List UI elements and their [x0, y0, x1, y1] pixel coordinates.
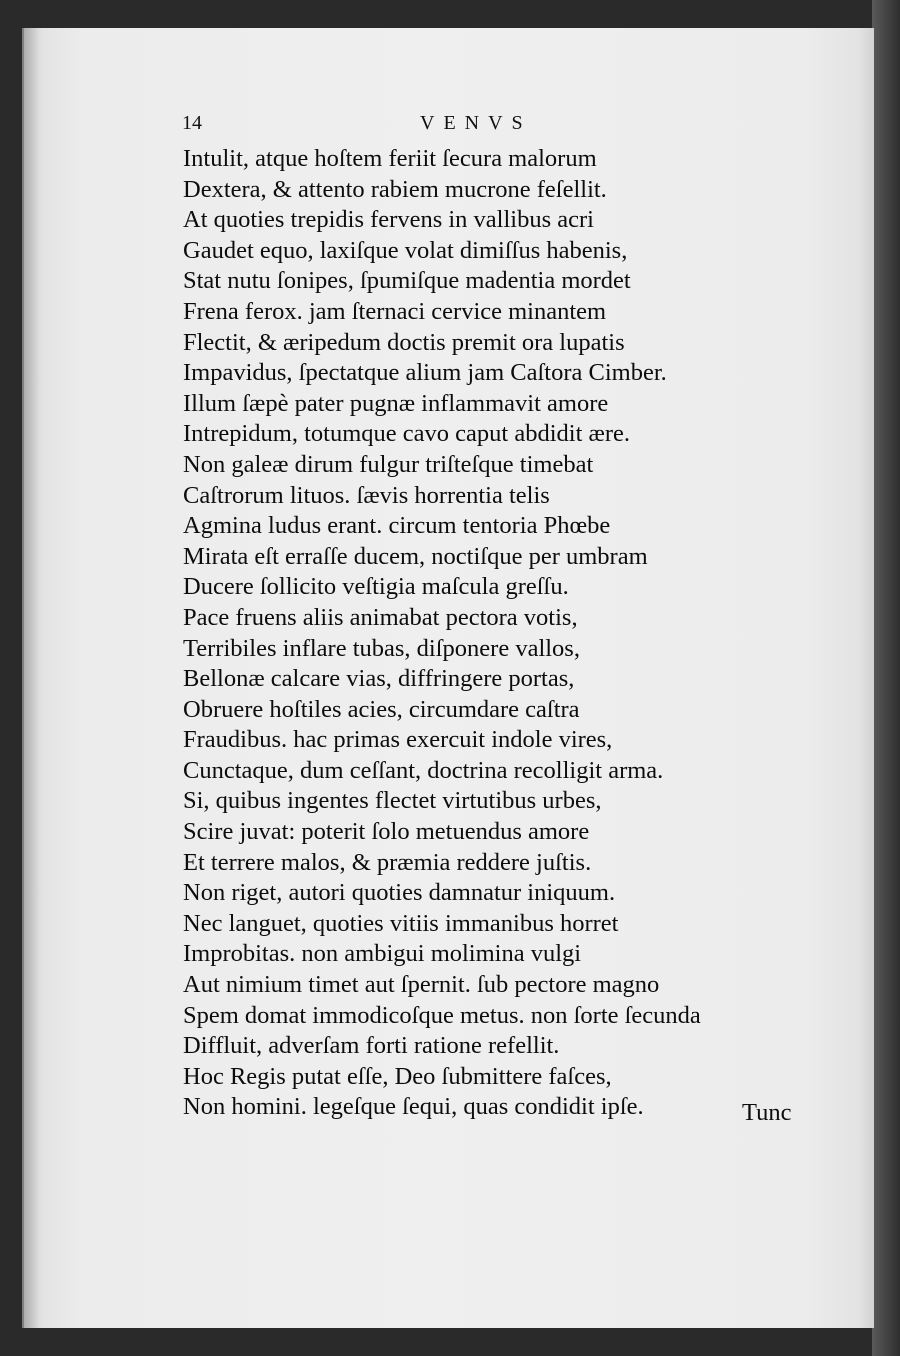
verse-line: Bellonæ calcare vias, diffringere portas, [183, 665, 575, 693]
verse-line: Si, quibus ingentes flectet virtutibus urbes, [183, 787, 602, 815]
verse-line: Impavidus, ſpectatque alium jam Caſtora Cimber. [183, 359, 667, 387]
verse-line: Flectit, & æripedum doctis premit ora lupatis [183, 328, 625, 356]
verse-line: Nec languet, quoties vitiis immanibus horret [183, 909, 619, 937]
verse-line: Diffluit, adverſam forti ratione refellit. [183, 1032, 560, 1060]
verse-line: Hoc Regis putat eſſe, Deo ſubmittere faſces, [183, 1062, 612, 1090]
verse-text [183, 144, 823, 1123]
verse-line: Aut nimium timet aut ſpernit. ſub pectore magno [183, 971, 660, 999]
verse-line: Intulit, atque hoſtem feriit ſecura malorum [183, 145, 597, 172]
verse-line: Ducere ſollicito veſtigia maſcula greſſu. [183, 573, 569, 601]
verse-line: Pace fruens aliis animabat pectora votis, [183, 603, 578, 631]
verse-line: Fraudibus. hac primas exercuit indole vires, [183, 726, 613, 754]
verse-line: Et terrere malos, & præmia reddere juſtis. [183, 848, 592, 876]
verse-line: Dextera, & attento rabiem mucrone feſellit. [183, 175, 607, 203]
verse-line: Non riget, autori quoties damnatur iniquum. [183, 879, 616, 907]
verse-line: Scire juvat: poterit ſolo metuendus amore [183, 818, 590, 846]
verse-line: Caſtrorum lituos. ſævis horrentia telis [183, 481, 550, 509]
verse-line: Stat nutu ſonipes, ſpumiſque madentia mordet [183, 267, 631, 295]
running-title: VENVS [420, 112, 532, 134]
facing-page-edge [872, 0, 900, 1356]
verse-line: Mirata eſt erraſſe ducem, noctiſque per umbram [183, 542, 648, 570]
verse-line: Improbitas. non ambigui molimina vulgi [183, 940, 582, 968]
verse-line: Intrepidum, totumque cavo caput abdidit ære. [183, 420, 631, 448]
verse-line: Non galeæ dirum fulgur triſteſque timebat [183, 450, 594, 478]
verse-line: Agmina ludus erant. circum tentoria Phœbe [183, 512, 611, 540]
verse-line: Terribiles inflare tubas, diſponere vallos, [183, 634, 580, 662]
verse-line: Frena ferox. jam ſternaci cervice minantem [183, 297, 607, 325]
verse-line: Non homini. legeſque ſequi, quas condidit ipſe. [183, 1093, 644, 1121]
verse-line: At quoties trepidis fervens in vallibus acri [183, 206, 594, 234]
page-number: 14 [182, 112, 202, 134]
gutter-shadow [22, 28, 40, 1328]
verse-line: Cunctaque, dum ceſſant, doctrina recolligit arma. [183, 756, 664, 784]
page-header [182, 112, 822, 142]
verse-line: Obruere hoſtiles acies, circumdare caſtra [183, 695, 580, 723]
verse-line: Illum ſæpè pater pugnæ inflammavit amore [183, 389, 609, 417]
verse-line: Spem domat immodicoſque metus. non ſorte ſecunda [183, 1001, 701, 1029]
catchword: Tunc [742, 1099, 792, 1126]
verse-line: Gaudet equo, laxiſque volat dimiſſus habenis, [183, 236, 628, 264]
